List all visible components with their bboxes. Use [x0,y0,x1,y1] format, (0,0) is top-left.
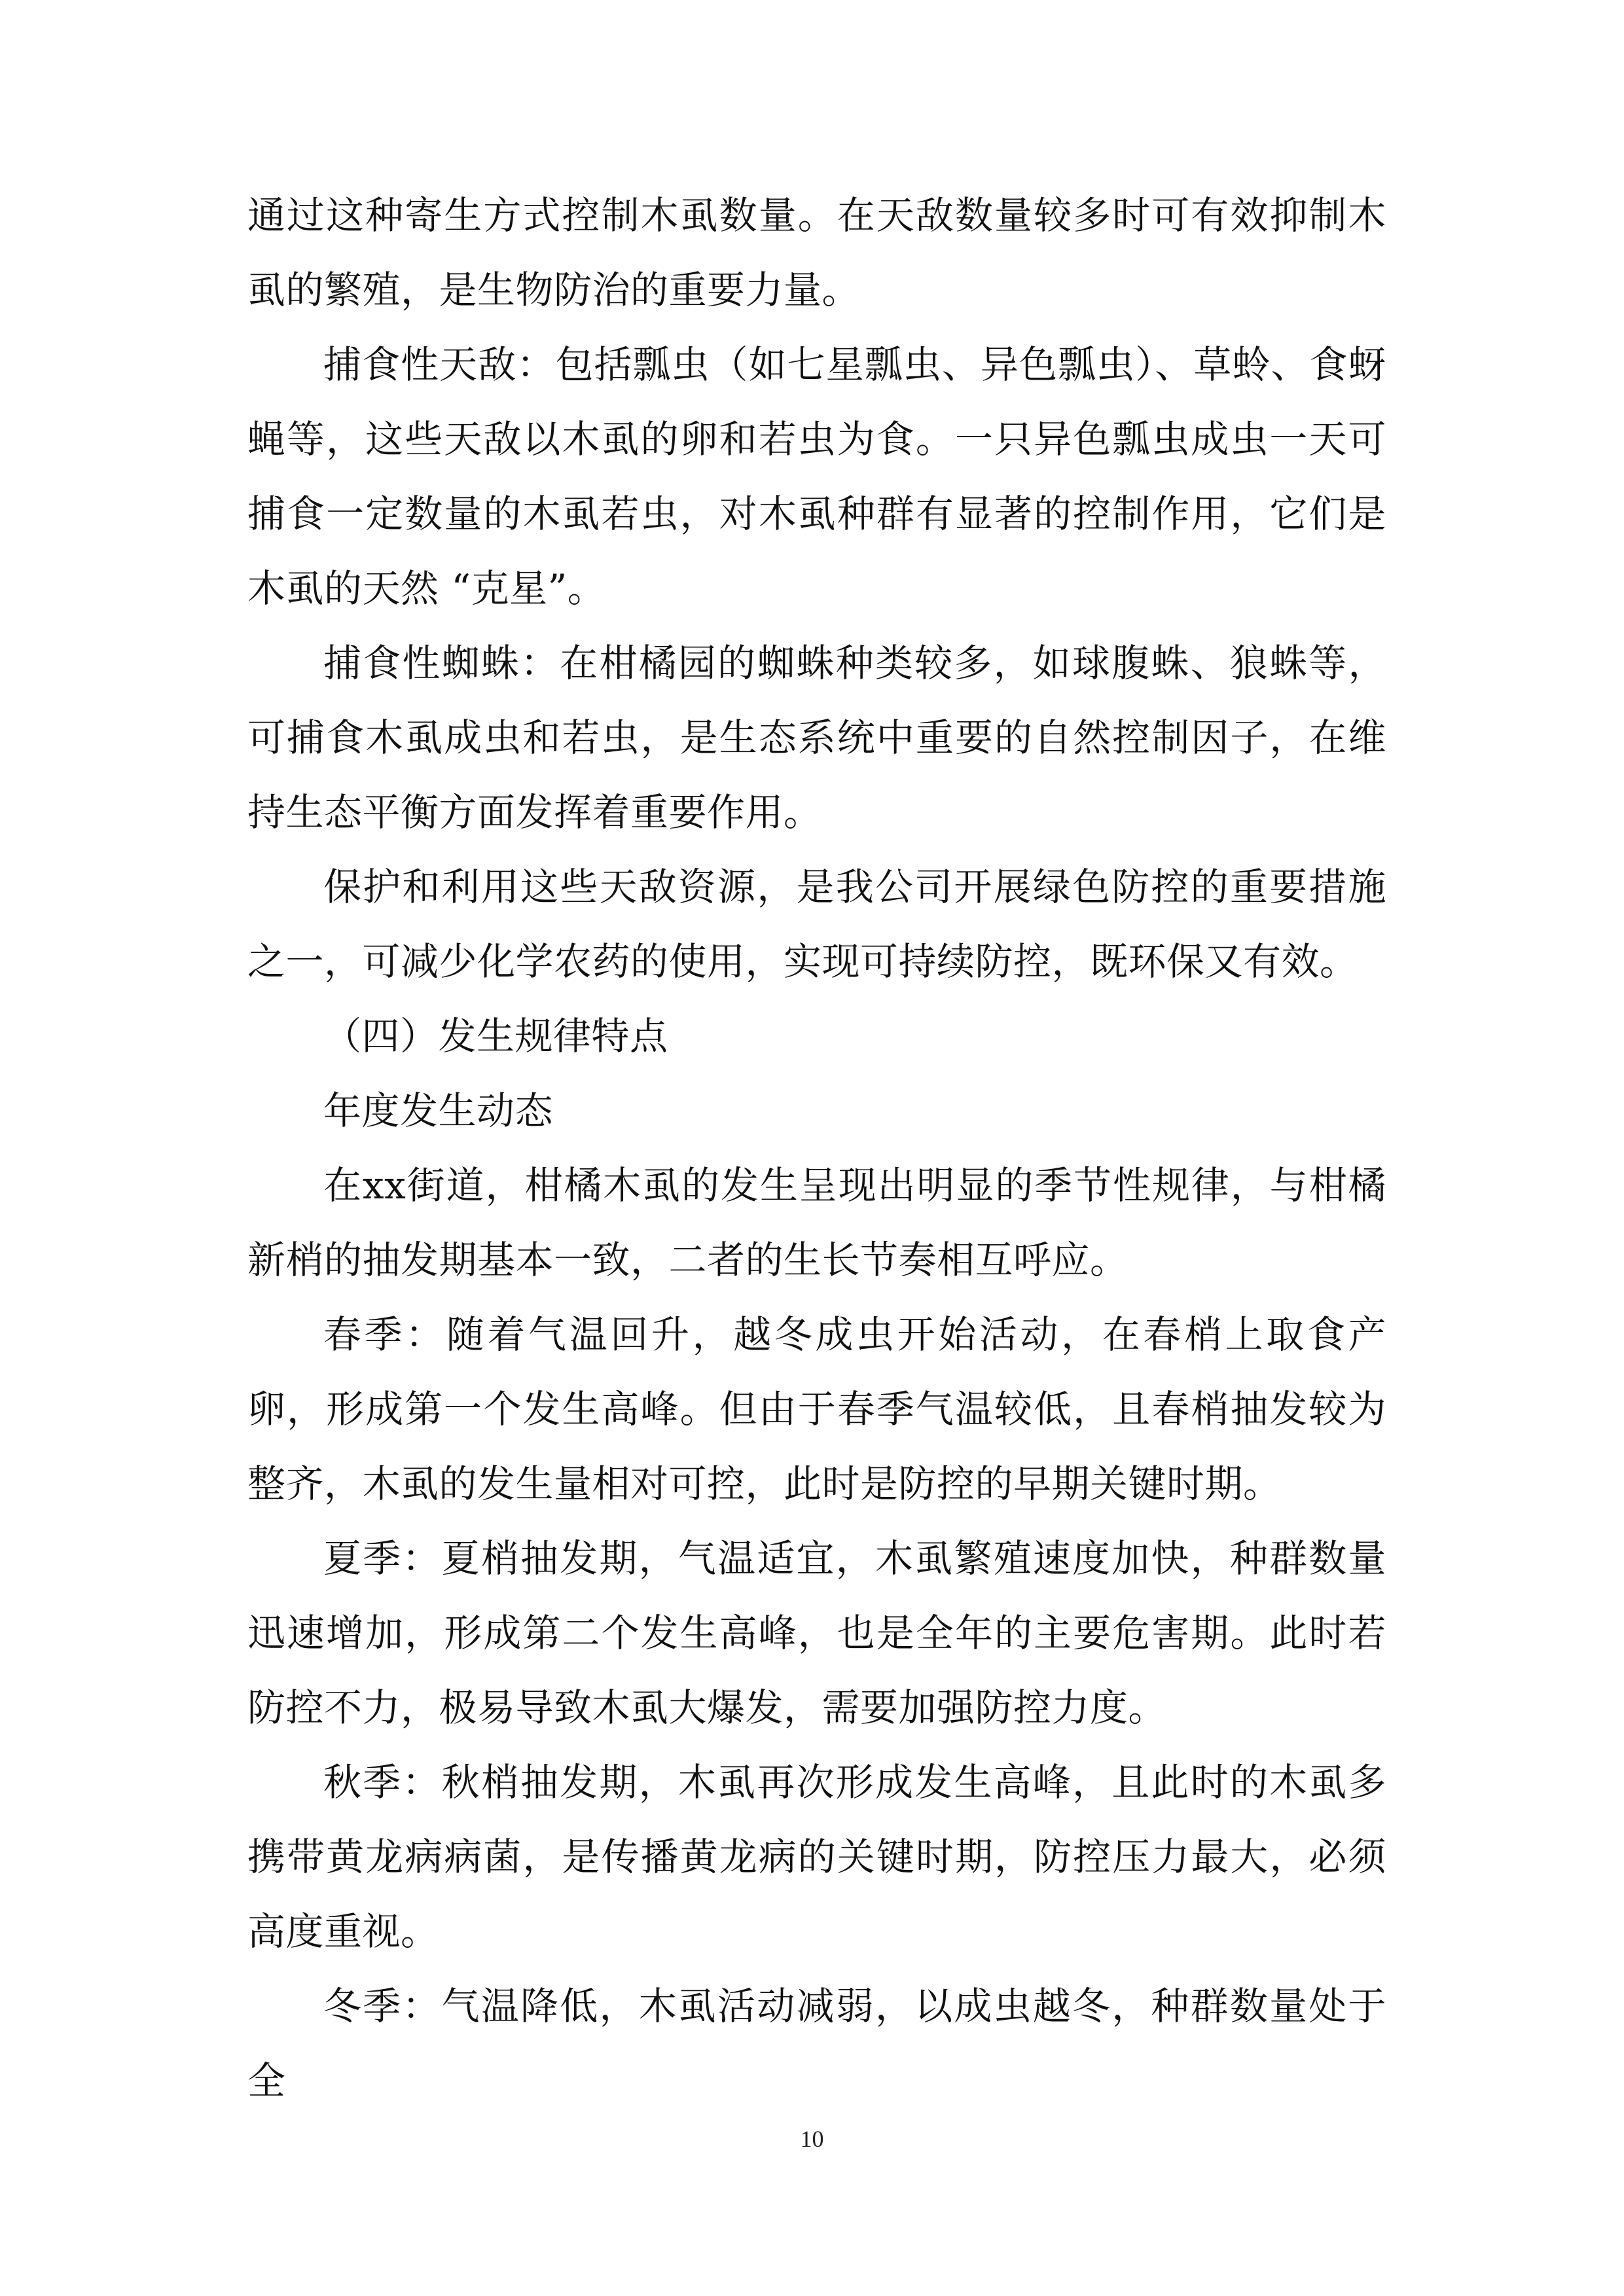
paragraph-seasonal-pattern: 在xx街道，柑橘木虱的发生呈现出明显的季节性规律，与柑橘新梢的抽发期基本一致，二者的生长节奏相互呼应。 [247,1163,1386,1282]
paragraph-continuation: 通过这种寄生方式控制木虱数量。在天敌数量较多时可有效抑制木虱的繁殖，是生物防治的重要力量。 [247,193,1386,312]
paragraph-protect-enemies: 保护和利用这些天敌资源，是我公司开展绿色防控的重要措施之一，可减少化学农药的使用，实现可持续防控，既环保又有效。 [247,865,1386,984]
paragraph-predatory-enemies: 捕食性天敌：包括瓢虫（如七星瓢虫、异色瓢虫）、草蛉、食蚜蝇等，这些天敌以木虱的卵和若虫为食。一只异色瓢虫成虫一天可捕食一定数量的木虱若虫，对木虱种群有显著的控制作用，它们是木虱的天然 “克星”。 [247,342,1386,611]
section-heading-occurrence: （四）发生规律特点 [323,1014,668,1058]
subheading-annual-dynamics: 年度发生动态 [323,1088,554,1133]
paragraph-winter: 冬季：气温降低，木虱活动减弱，以成虫越冬，种群数量处于全 [247,1984,1386,2103]
paragraph-predatory-spiders: 捕食性蜘蛛：在柑橘园的蜘蛛种类较多，如球腹蛛、狼蛛等，可捕食木虱成虫和若虫，是生态系统中重要的自然控制因子，在维持生态平衡方面发挥着重要作用。 [247,641,1386,834]
page-number: 10 [800,2126,824,2152]
paragraph-spring: 春季：随着气温回升，越冬成虫开始活动，在春梢上取食产卵，形成第一个发生高峰。但由于春季气温较低，且春梢抽发较为整齐，木虱的发生量相对可控，此时是防控的早期关键时期。 [247,1312,1386,1506]
paragraph-autumn: 秋季：秋梢抽发期，木虱再次形成发生高峰，且此时的木虱多携带黄龙病病菌，是传播黄龙病的关键时期，防控压力最大，必须高度重视。 [247,1760,1386,1954]
body-text [247,178,1386,2118]
paragraph-summer: 夏季：夏梢抽发期，气温适宜，木虱繁殖速度加快，种群数量迅速增加，形成第二个发生高峰，也是全年的主要危害期。此时若防控不力，极易导致木虱大爆发，需要加强防控力度。 [247,1536,1386,1730]
